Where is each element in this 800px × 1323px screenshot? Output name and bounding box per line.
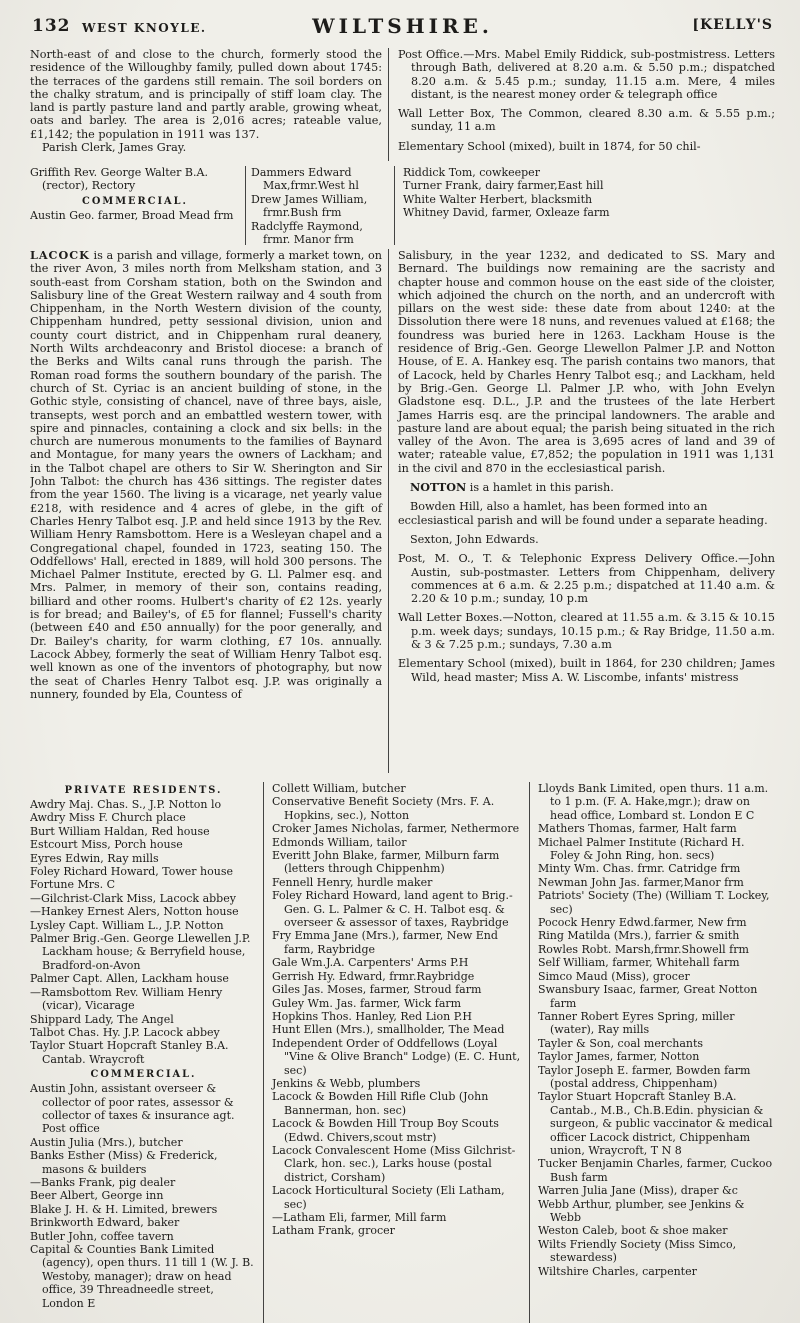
directory-entry: Collett William, butcher (272, 782, 406, 795)
directory-entry: Warren Julia Jane (Miss), draper &c (538, 1184, 738, 1198)
directory-entry: Fortune Mrs. C (30, 878, 116, 892)
running-head-place: WEST KNOYLE. (82, 21, 207, 35)
directory-entry: Austin Julia (Mrs.), butcher (30, 1135, 183, 1149)
west-knoyle-listing-col3 (394, 166, 775, 245)
directory-entry: Pocock Henry Edwd.farmer, New frm (538, 916, 747, 930)
directory-entry: Hopkins Thos. Hanley, Red Lion P.H (272, 1009, 472, 1023)
directory-entry: Lacock & Bowden Hill Troup Boy Scouts (Edwd. Chivers,scout mstr) (272, 1117, 499, 1144)
notton-paragraph (398, 481, 775, 494)
directory-entry: Hunt Ellen (Mrs.), smallholder, The Mead (272, 1023, 505, 1037)
bowden-hill-paragraph: Bowden Hill, also a hamlet, has been formed into an ecclesiastical parish and will be found under a separate heading. (398, 500, 768, 527)
directory-entry: Independent Order of Oddfellows (Loyal "Vine & Olive Branch" Lodge) (E. C. Hunt, sec) (272, 1036, 521, 1077)
directory-entry: Minty Wm. Chas. frmr. Catridge frm (538, 862, 741, 876)
directory-entry: Taylor Joseph E. farmer, Bowden farm (postal address, Chippenham) (538, 1063, 751, 1090)
directory-entry: Giles Jas. Moses, farmer, Stroud farm (272, 983, 482, 997)
directory-entry: Austin John, assistant overseer & collector of poor rates, assessor & collector of taxes & insurance agt. Post office (30, 1082, 235, 1136)
directory-entry: —Latham Eli, farmer, Mill farm (272, 1211, 447, 1224)
west-knoyle-left-column (30, 48, 388, 161)
directory-entry: Blake J. H. & H. Limited, brewers (30, 1202, 218, 1216)
directory-entry: Croker James Nicholas, farmer, Nethermore (272, 822, 520, 836)
directory-entry: Riddick Tom, cowkeeper (403, 166, 540, 179)
lacock-left-column (30, 249, 388, 773)
directory-entry: Weston Caleb, boot & shoe maker (538, 1224, 728, 1238)
directory-entry: —Gilchrist-Clark Miss, Lacock abbey (30, 891, 236, 905)
directory-entry: Foley Richard Howard, land agent to Brig.-Gen. G. L. Palmer & C. H. Talbot esq. & overseer & assessor of taxes, Raybridge (272, 889, 513, 930)
notton-text: is a hamlet in this parish. (466, 481, 614, 495)
commercial-heading: COMMERCIAL. (82, 195, 188, 207)
directory-col3 (529, 782, 775, 1323)
lacock-directory-band (30, 779, 775, 1323)
directory-entry: Beer Albert, George inn (30, 1189, 164, 1203)
directory-entry: Awdry Maj. Chas. S., J.P. Notton lo (30, 798, 222, 811)
private-residents-list (30, 798, 257, 1066)
wall-letter-box-paragraph: Wall Letter Box, The Common, cleared 8.30 a.m. & 5.55 p.m.; sunday, 11 a.m (398, 107, 775, 134)
directory-entry: Radclyffe Raymond, frmr. Manor frm (251, 219, 363, 245)
west-knoyle-right-column (388, 48, 775, 161)
directory-entry: Newman John Jas. farmer,Manor frm (538, 875, 744, 889)
parish-clerk-line: Parish Clerk, James Gray. (42, 141, 187, 155)
west-knoyle-description: North-east of and close to the church, formerly stood the residence of the Willoughby family, pulled down about 1745: the terraces of the gardens still remain. The soil borders on the chalky stratum, and is principally of stiff loam clay. The land is partly pasture land and partly arable, growing wheat, oats and barley. The area is 2,016 acres; rateable value, £1,142; the population in 1911 was 137. (30, 48, 382, 141)
running-head-publisher: [KELLY'S (692, 17, 773, 33)
sexton-line: Sexton, John Edwards. (410, 532, 539, 546)
directory-entry: Michael Palmer Institute (Richard H. Foley & John Ring, hon. secs) (538, 835, 745, 863)
west-knoyle-section (30, 48, 775, 161)
directory-entry: Awdry Miss F. Church place (30, 811, 186, 825)
page-number: 132 (32, 16, 71, 36)
directory-entry: Dammers Edward Max,frmr.West hl (251, 166, 359, 193)
lacock-wall-letter-boxes-paragraph: Wall Letter Boxes.—Notton, cleared at 11.55 a.m. & 3.15 & 10.15 p.m. week days; sundays, 10.15 p.m.; & Ray Bridge, 11.50 a.m. & 3 & 7.25 p.m.; sundays, 7.30 a.m (398, 611, 775, 652)
directory-entry: Wiltshire Charles, carpenter (538, 1264, 697, 1278)
directory-entry: Lloyds Bank Limited, open thurs. 11 a.m. to 1 p.m. (F. A. Hake,mgr.); draw on head office, Lombard st. London E C (538, 782, 769, 822)
directory-entry: Tayler & Son, coal merchants (538, 1036, 704, 1050)
directory-col2 (263, 782, 529, 1323)
notton-lead: NOTTON (410, 480, 467, 495)
directory-entry: Whitney David, farmer, Oxleaze farm (403, 206, 610, 220)
directory-entry: Eyres Edwin, Ray mills (30, 851, 159, 865)
directory-entry: Estcourt Miss, Porch house (30, 838, 183, 852)
running-head (30, 14, 775, 44)
directory-entry: Drew James William, frmr.Bush frm (251, 192, 368, 220)
directory-entry: Brinkworth Edward, baker (30, 1216, 180, 1230)
directory-entry: Talbot Chas. Hy. J.P. Lacock abbey (30, 1025, 220, 1039)
directory-entry: Griffith Rev. George Walter B.A. (rector), Rectory (30, 166, 208, 193)
commercial-heading: COMMERCIAL. (90, 1069, 197, 1081)
directory-entry: Gerrish Hy. Edward, frmr.Raybridge (272, 969, 475, 983)
private-residents-heading: PRIVATE RESIDENTS. (64, 785, 223, 796)
lacock-post-office-paragraph: Post, M. O., T. & Telephonic Express Delivery Office.—John Austin, sub-postmaster. Letters from Chippenham, delivery commences at 6 a.m. & 2.25 p.m.; dispatched at 11.40 a.m. & 2.20 & 10 p.m.; sunday, 10 p.m (398, 552, 775, 606)
directory-entry: Taylor Stuart Hopcraft Stanley B.A. Cantab. Wraycroft (30, 1039, 229, 1066)
directory-col1 (30, 782, 263, 1323)
directory-entry: Mathers Thomas, farmer, Halt farm (538, 822, 737, 836)
directory-entry: Conservative Benefit Society (Mrs. F. A. Hopkins, sec.), Notton (272, 795, 495, 822)
west-knoyle-listing-col2 (245, 166, 394, 245)
directory-entry: Lacock Convalescent Home (Miss Gilchrist-Clark, hon. sec.), Larks house (postal district, Corsham) (272, 1143, 516, 1184)
directory-entry: Lacock & Bowden Hill Rifle Club (John Bannerman, hon. sec) (272, 1090, 489, 1117)
directory-entry: —Hankey Ernest Alers, Notton house (30, 905, 239, 919)
directory-entry: Tucker Benjamin Charles, farmer, Cuckoo Bush farm (538, 1157, 773, 1184)
directory-entry: Gale Wm.J.A. Carpenters' Arms P.H (272, 956, 469, 970)
directory-entry: Self William, farmer, Whitehall farm (538, 956, 740, 970)
directory-entry: Turner Frank, dairy farmer,East hill (403, 179, 604, 193)
directory-entry: Fry Emma Jane (Mrs.), farmer, New End farm, Raybridge (272, 929, 498, 956)
directory-entry: Banks Esther (Miss) & Frederick, masons & builders (30, 1149, 218, 1176)
lacock-description (30, 249, 382, 701)
directory-entry: Wilts Friendly Society (Miss Simco, stewardess) (538, 1237, 737, 1265)
west-knoyle-listings-band (30, 163, 775, 245)
directory-entry: —Ramsbottom Rev. William Henry (vicar), Vicarage (30, 985, 223, 1013)
lacock-description-text: is a parish and village, formerly a market town, on the river Avon, 3 miles north from Melksham station, and 3 south-east from Corsham station, both on the Swindon and Salisbury line of the Great Western railway and 4 south from Chippenham, in the North Western division of the county, Chippenham hundred, petty sessional division, union and county court district, and in Chippenham rural deanery, North Wilts archdeaconry and Bristol diocese: a branch of the Berks and Wilts canal runs through the parish. The Roman road forms the southern boundary of the parish. The church of St. Cyriac is an ancient building of stone, in the Gothic style, consisting of chancel, nave of three bays, aisle, transepts, west porch and an embattled western tower, with spire and pinnacles, containing a clock and six bells: in the church are numerous monuments to the families of Baynard and Montague, for many years the owners of Lackham; and in the Talbot chapel are others to Sir W. Sherington and Sir John Talbot: the church has 436 sittings. The register dates from the year 1560. The living is a vicarage, net yearly value £218, with residence and 4 acres of glebe, in the gift of Charles Henry Talbot esq. J.P. and held since 1913 by the Rev. William Henry Ramsbottom. Here is a Wesleyan chapel and a Congregational chapel, founded in 1723, seating 150. The Oddfellows' Hall, erected in 1889, will hold 300 persons. The Michael Palmer Institute, erected by G. Ll. Palmer esq. and Mrs. Palmer, in memory of their son, contains reading, billiard and other rooms. Hulbert's charity of £2 12s. yearly is for bread; and Bailey's, of £5 for flannel; Fussell's charity (between £40 and £50 annually) for the poor generally, and Dr. Bailey's charity, for warm clothing, £7 10s. annually. Lacock Abbey, formerly the seat of William Henry Talbot esq. well known as one of the inventors of photography, but now the seat of Charles Henry Talbot esq. J.P. was originally a nunnery, founded by Ela, Countess of (30, 249, 382, 701)
post-office-paragraph: Post Office.—Mrs. Mabel Emily Riddick, sub-postmistress. Letters through Bath, delivered at 8.20 a.m. & 5.50 p.m.; dispatched 8.20 a.m. & 5.45 p.m.; sunday, 11.15 a.m. Mere, 4 miles distant, is the nearest money order & telegraph office (398, 48, 775, 101)
directory-entry: Patriots' Society (The) (William T. Lockey, sec) (538, 889, 770, 916)
directory-entry: White Walter Herbert, blacksmith (403, 192, 593, 206)
directory-entry: Fennell Henry, hurdle maker (272, 875, 433, 889)
directory-entry: Foley Richard Howard, Tower house (30, 865, 234, 879)
lacock-right-column (388, 249, 775, 773)
directory-entry: Webb Arthur, plumber, see Jenkins & Webb (538, 1197, 745, 1224)
running-head-county: WILTSHIRE. (312, 14, 493, 38)
lacock-section-lead: LACOCK (30, 249, 90, 262)
lacock-section (30, 249, 775, 773)
directory-entry: Taylor Stuart Hopcraft Stanley B.A. Cantab., M.B., Ch.B.Edin. physician & surgeon, & public vaccinator & medical officer Lacock district, Chippenham union, Wraycroft, T N 8 (538, 1090, 773, 1157)
directory-entry: Shippard Lady, The Angel (30, 1012, 174, 1026)
directory-entry: Edmonds William, tailor (272, 835, 407, 849)
elementary-school-paragraph: Elementary School (mixed), built in 1874, for 50 chil- (398, 139, 701, 153)
lacock-description-continued: Salisbury, in the year 1232, and dedicated to SS. Mary and Bernard. The buildings now remaining are the sacristy and chapter house and common house on the east side of the cloister, which adjoined the church on the north, and an undercroft with pillars on the west side: these date from about 1240: at the Dissolution there were 18 nuns, and revenues valued at £168; the foundress was buried here in 1263. Lackham House is the residence of Brig.-Gen. George Llewellon Palmer J.P. and Notton House, of E. A. Hankey esq. The parish contains two manors, that of Lacock, held by Charles Henry Talbot esq.; and Lackham, held by Brig.-Gen. George Ll. Palmer J.P. who, with John Evelyn Gladstone esq. D.L., J.P. and the trustees of the late Herbert James Harris esq. are the principal landowners. The arable and pasture land are about equal; the parish being situated in the rich valley of the Avon. The area is 3,695 acres of land and 39 of water; rateable value, £7,852; the population in 1911 was 1,131 in the civil and 870 in the ecclesiastical parish. (398, 249, 775, 475)
directory-entry: Palmer Capt. Allen, Lackham house (30, 972, 229, 986)
directory-entry: Taylor James, farmer, Notton (538, 1050, 700, 1064)
directory-entry: Tanner Robert Eyres Spring, miller (water), Ray mills (538, 1009, 735, 1037)
directory-entry: Jenkins & Webb, plumbers (272, 1076, 421, 1090)
directory-entry: Ring Matilda (Mrs.), farrier & smith (538, 929, 740, 943)
directory-entry: Everitt John Blake, farmer, Milburn farm (letters through Chippenhm) (272, 849, 500, 876)
lacock-school-paragraph: Elementary School (mixed), built in 1864, for 230 children; James Wild, head master; Miss A. W. Liscombe, infants' mistress (398, 657, 775, 684)
directory-entry: Burt William Haldan, Red house (30, 824, 210, 838)
directory-entry: Swansbury Isaac, farmer, Great Notton farm (538, 983, 758, 1010)
directory-entry: Lacock Horticultural Society (Eli Latham, sec) (272, 1184, 505, 1211)
directory-entry: Guley Wm. Jas. farmer, Wick farm (272, 996, 462, 1010)
directory-entry: Austin Geo. farmer, Broad Mead frm (30, 208, 234, 222)
directory-entry: Capital & Counties Bank Limited (agency), open thurs. 11 till 1 (W. J. B. Westoby, manager); draw on head office, 39 Threadneedle street, London E (30, 1243, 254, 1310)
directory-entry: Simco Maud (Miss), grocer (538, 969, 690, 983)
directory-entry: Butler John, coffee tavern (30, 1229, 174, 1243)
directory-entry: Latham Frank, grocer (272, 1224, 395, 1238)
commercial-list (30, 1082, 257, 1310)
directory-entry: Lysley Capt. William L., J.P. Notton (30, 918, 224, 932)
west-knoyle-listing-col1 (30, 166, 245, 245)
directory-entry: Palmer Brig.-Gen. George Llewellen J.P. Lackham house; & Berryfield house, Bradford-on-Avon (30, 932, 251, 972)
directory-entry: —Banks Frank, pig dealer (30, 1175, 176, 1189)
directory-entry: Rowles Robt. Marsh,frmr.Showell frm (538, 942, 749, 956)
